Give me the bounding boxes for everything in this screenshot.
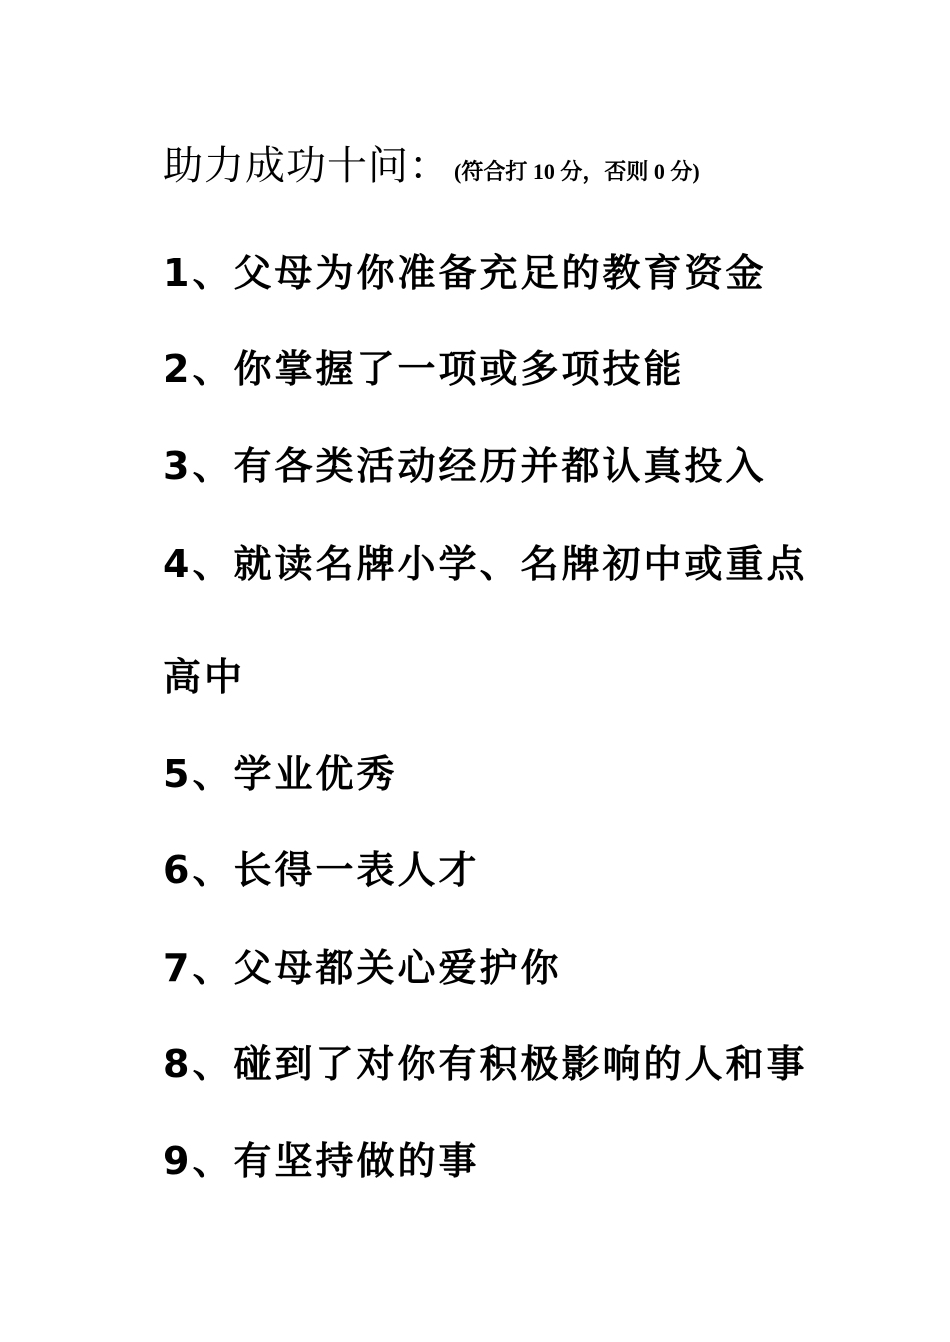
question-item-8: 8、碰到了对你有积极影响的人和事	[163, 1042, 808, 1086]
question-item-1: 1、父母为你准备充足的教育资金	[163, 251, 767, 295]
question-item-9: 9、有坚持做的事	[163, 1139, 480, 1183]
question-item-6: 6、长得一表人才	[163, 848, 480, 892]
title-text: 助力成功十问：	[163, 143, 450, 189]
question-item-3: 3、有各类活动经历并都认真投入	[163, 444, 767, 488]
question-item-2: 2、你掌握了一项或多项技能	[163, 347, 685, 391]
page-title	[163, 134, 700, 191]
question-item-7: 7、父母都关心爱护你	[163, 946, 562, 990]
question-item-4: 4、就读名牌小学、名牌初中或重点	[163, 542, 808, 586]
scoring-note: (符合打 10 分，否则 0 分)	[454, 159, 700, 184]
question-item-5: 5、学业优秀	[163, 752, 398, 796]
question-item-4-continued: 高中	[163, 655, 246, 699]
